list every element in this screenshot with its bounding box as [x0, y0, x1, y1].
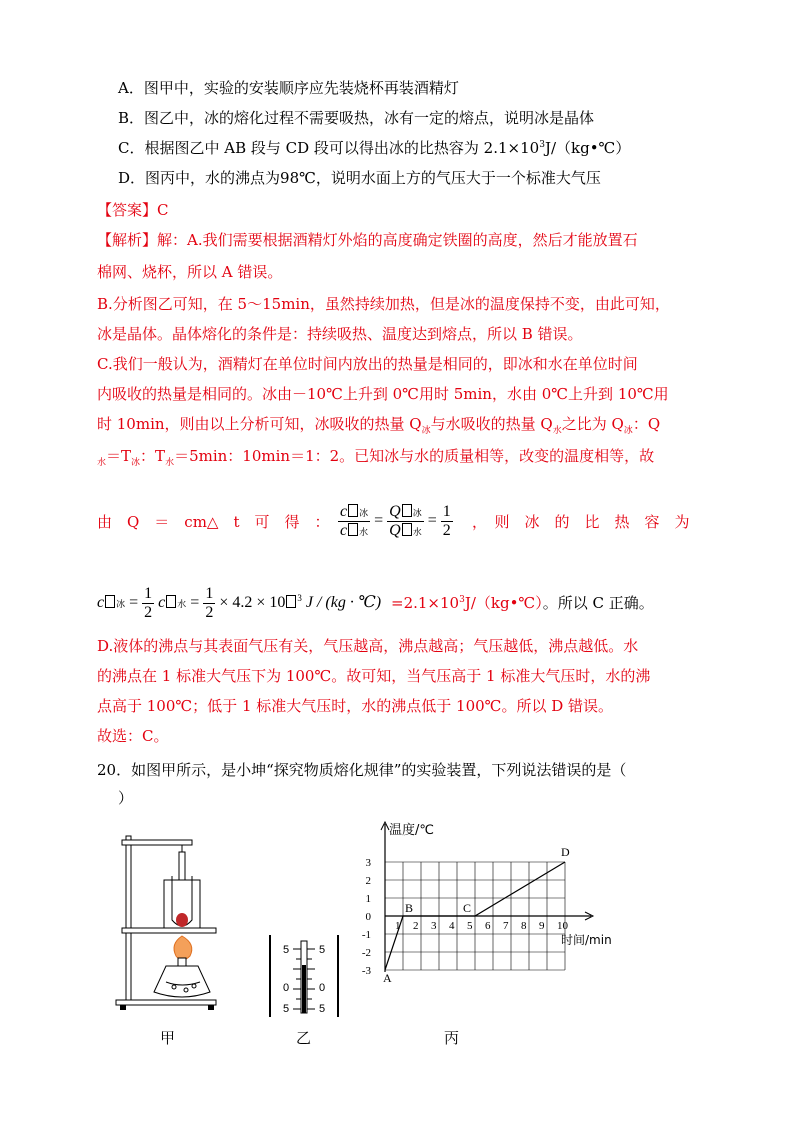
- specific-heat-formula: c 冰 = $\frac{1}{2}$ c 水 = $\frac{1}{2}$ × 4.2 × 10 $^3$ J / (kg · ℃): [97, 585, 382, 621]
- flame-icon: [174, 936, 192, 960]
- analysis-c-line5-pre: 由 Q ＝ cm△ t 可 得 ：: [97, 513, 330, 531]
- option-b: B．图乙中，冰的熔化过程不需要吸热，冰有一定的熔点，说明冰是晶体: [118, 109, 595, 127]
- specific-heat-result: $=2.1\times 10^3J/(kg•℃)$。所以 C 正确。: [391, 594, 654, 612]
- analysis-b-line1: B.分析图乙可知，在 5～15min，虽然持续加热，但是冰的温度保持不变，由此可知，: [97, 295, 670, 313]
- x-tick-label: 4: [449, 920, 455, 932]
- option-a: A．图甲中，实验的安装顺序应先装烧杯再装酒精灯: [118, 79, 459, 97]
- stand-rod: [126, 836, 131, 1000]
- y-tick-label: -3: [361, 965, 371, 977]
- analysis-d-line3: 点高于 100℃；低于 1 标准大气压时，水的沸点低于 100℃。所以 D 错误。: [97, 697, 614, 715]
- temperature-time-chart: [355, 820, 612, 1000]
- analysis-c-line5-post: ， 则 冰 的 比 热 容 为: [472, 513, 690, 531]
- question-20-line2: ）: [118, 789, 134, 807]
- x-tick-label: 6: [485, 920, 491, 932]
- y-tick-label: 1: [365, 893, 371, 905]
- scale-label-right-0: 5: [319, 944, 326, 956]
- y-tick-label: -2: [361, 947, 371, 959]
- iron-ring: [122, 928, 216, 933]
- analysis-c-line1: C.我们一般认为，酒精灯在单位时间内放出的热量是相同的，即冰和水在单位时间: [97, 355, 638, 373]
- ratio-formula: $\frac{\text{c 冰}}{\text{c 水}}$ = $\frac{\text{Q 冰}}{\text{Q 水}}$ = $\frac{1}{2}$: [340, 503, 451, 539]
- option-d: D．图丙中，水的沸点为98℃，说明水面上方的气压大于一个标准大气压: [118, 169, 601, 187]
- point-label-a: A: [383, 971, 392, 985]
- scale-label-left-1: 0: [283, 982, 290, 994]
- thermometer-scale-figure: [265, 935, 345, 1017]
- stand-base: [116, 1000, 216, 1005]
- question-20-line1: 20．如图甲所示，是小坤“探究物质熔化规律”的实验装置，下列说法错误的是（: [97, 761, 627, 779]
- mercury-column: [302, 965, 306, 1013]
- apparatus-figure: [110, 832, 230, 1022]
- analysis-c-line2: 内吸收的热量是相同的。冰由－10℃上升到 0℃用时 5min，水由 0℃上升到 10℃用: [97, 385, 669, 403]
- analysis-a-line1: 【解析】解：A.我们需要根据酒精灯外焰的高度确定铁圈的高度，然后才能放置石: [97, 231, 638, 249]
- x-axis-label: 时间/min: [561, 933, 612, 947]
- scale-label-left-0: 5: [283, 944, 290, 956]
- clamp-arm: [122, 840, 192, 845]
- x-tick-label: 1: [395, 920, 401, 932]
- choose-line: 故选：C。: [97, 727, 169, 745]
- scale-label-right-1: 0: [319, 982, 326, 994]
- analysis-c-line4: $_水=T_冰$：$T_水=5\min$：10min＝1：2。已知冰与水的质量相等，改变的温度相等，故: [97, 447, 655, 468]
- analysis-d-line1: D.液体的沸点与其表面气压有关，气压越高，沸点越高；气压越低，沸点越低。水: [97, 637, 639, 655]
- x-tick-label: 8: [521, 920, 527, 932]
- option-c: C．根据图乙中 AB 段与 CD 段可以得出冰的比热容为 $2.1\times 10^3J/(kg•℃)$: [118, 139, 631, 157]
- x-tick-label: 7: [503, 920, 509, 932]
- alcohol-lamp-icon: [154, 966, 210, 997]
- x-tick-label: 9: [539, 920, 545, 932]
- chart-series: [383, 845, 570, 985]
- scale-label-right-2: 5: [319, 1003, 326, 1015]
- figure-bing-label: 丙: [444, 1029, 460, 1047]
- y-tick-label: 3: [365, 857, 371, 869]
- x-tick-label: 3: [431, 920, 437, 932]
- y-tick-label: 0: [365, 911, 371, 923]
- answer-line: 【答案】C: [97, 201, 169, 219]
- point-label-c: C: [463, 901, 472, 915]
- point-label-b: B: [405, 901, 414, 915]
- y-axis-label: 温度/℃: [389, 823, 434, 838]
- figure-yi-label: 乙: [296, 1029, 312, 1047]
- figure-jia-label: 甲: [160, 1029, 176, 1047]
- y-tick-label: -1: [361, 929, 371, 941]
- analysis-d-line2: 的沸点在 1 标准大气压下为 100℃。故可知，当气压高于 1 标准大气压时，水的沸: [97, 667, 651, 685]
- y-tick-label: 2: [365, 875, 371, 887]
- scale-label-left-2: 5: [283, 1003, 290, 1015]
- analysis-a-line2: 棉网、烧杯，所以 A 错误。: [97, 263, 283, 281]
- x-tick-label: 2: [413, 920, 419, 932]
- x-tick-label: 10: [557, 920, 568, 932]
- analysis-c-line3: 时 10min，则由以上分析可知，冰吸收的热量 $Q_冰$与水吸收的热量 $Q_水$之比为 $Q_冰$：Q: [97, 415, 661, 436]
- x-tick-label: 5: [467, 920, 473, 932]
- point-label-d: D: [561, 845, 570, 859]
- analysis-b-line2: 冰是晶体。晶体熔化的条件是：持续吸热、温度达到熔点，所以 B 错误。: [97, 325, 583, 343]
- chart-ticks: [362, 857, 569, 977]
